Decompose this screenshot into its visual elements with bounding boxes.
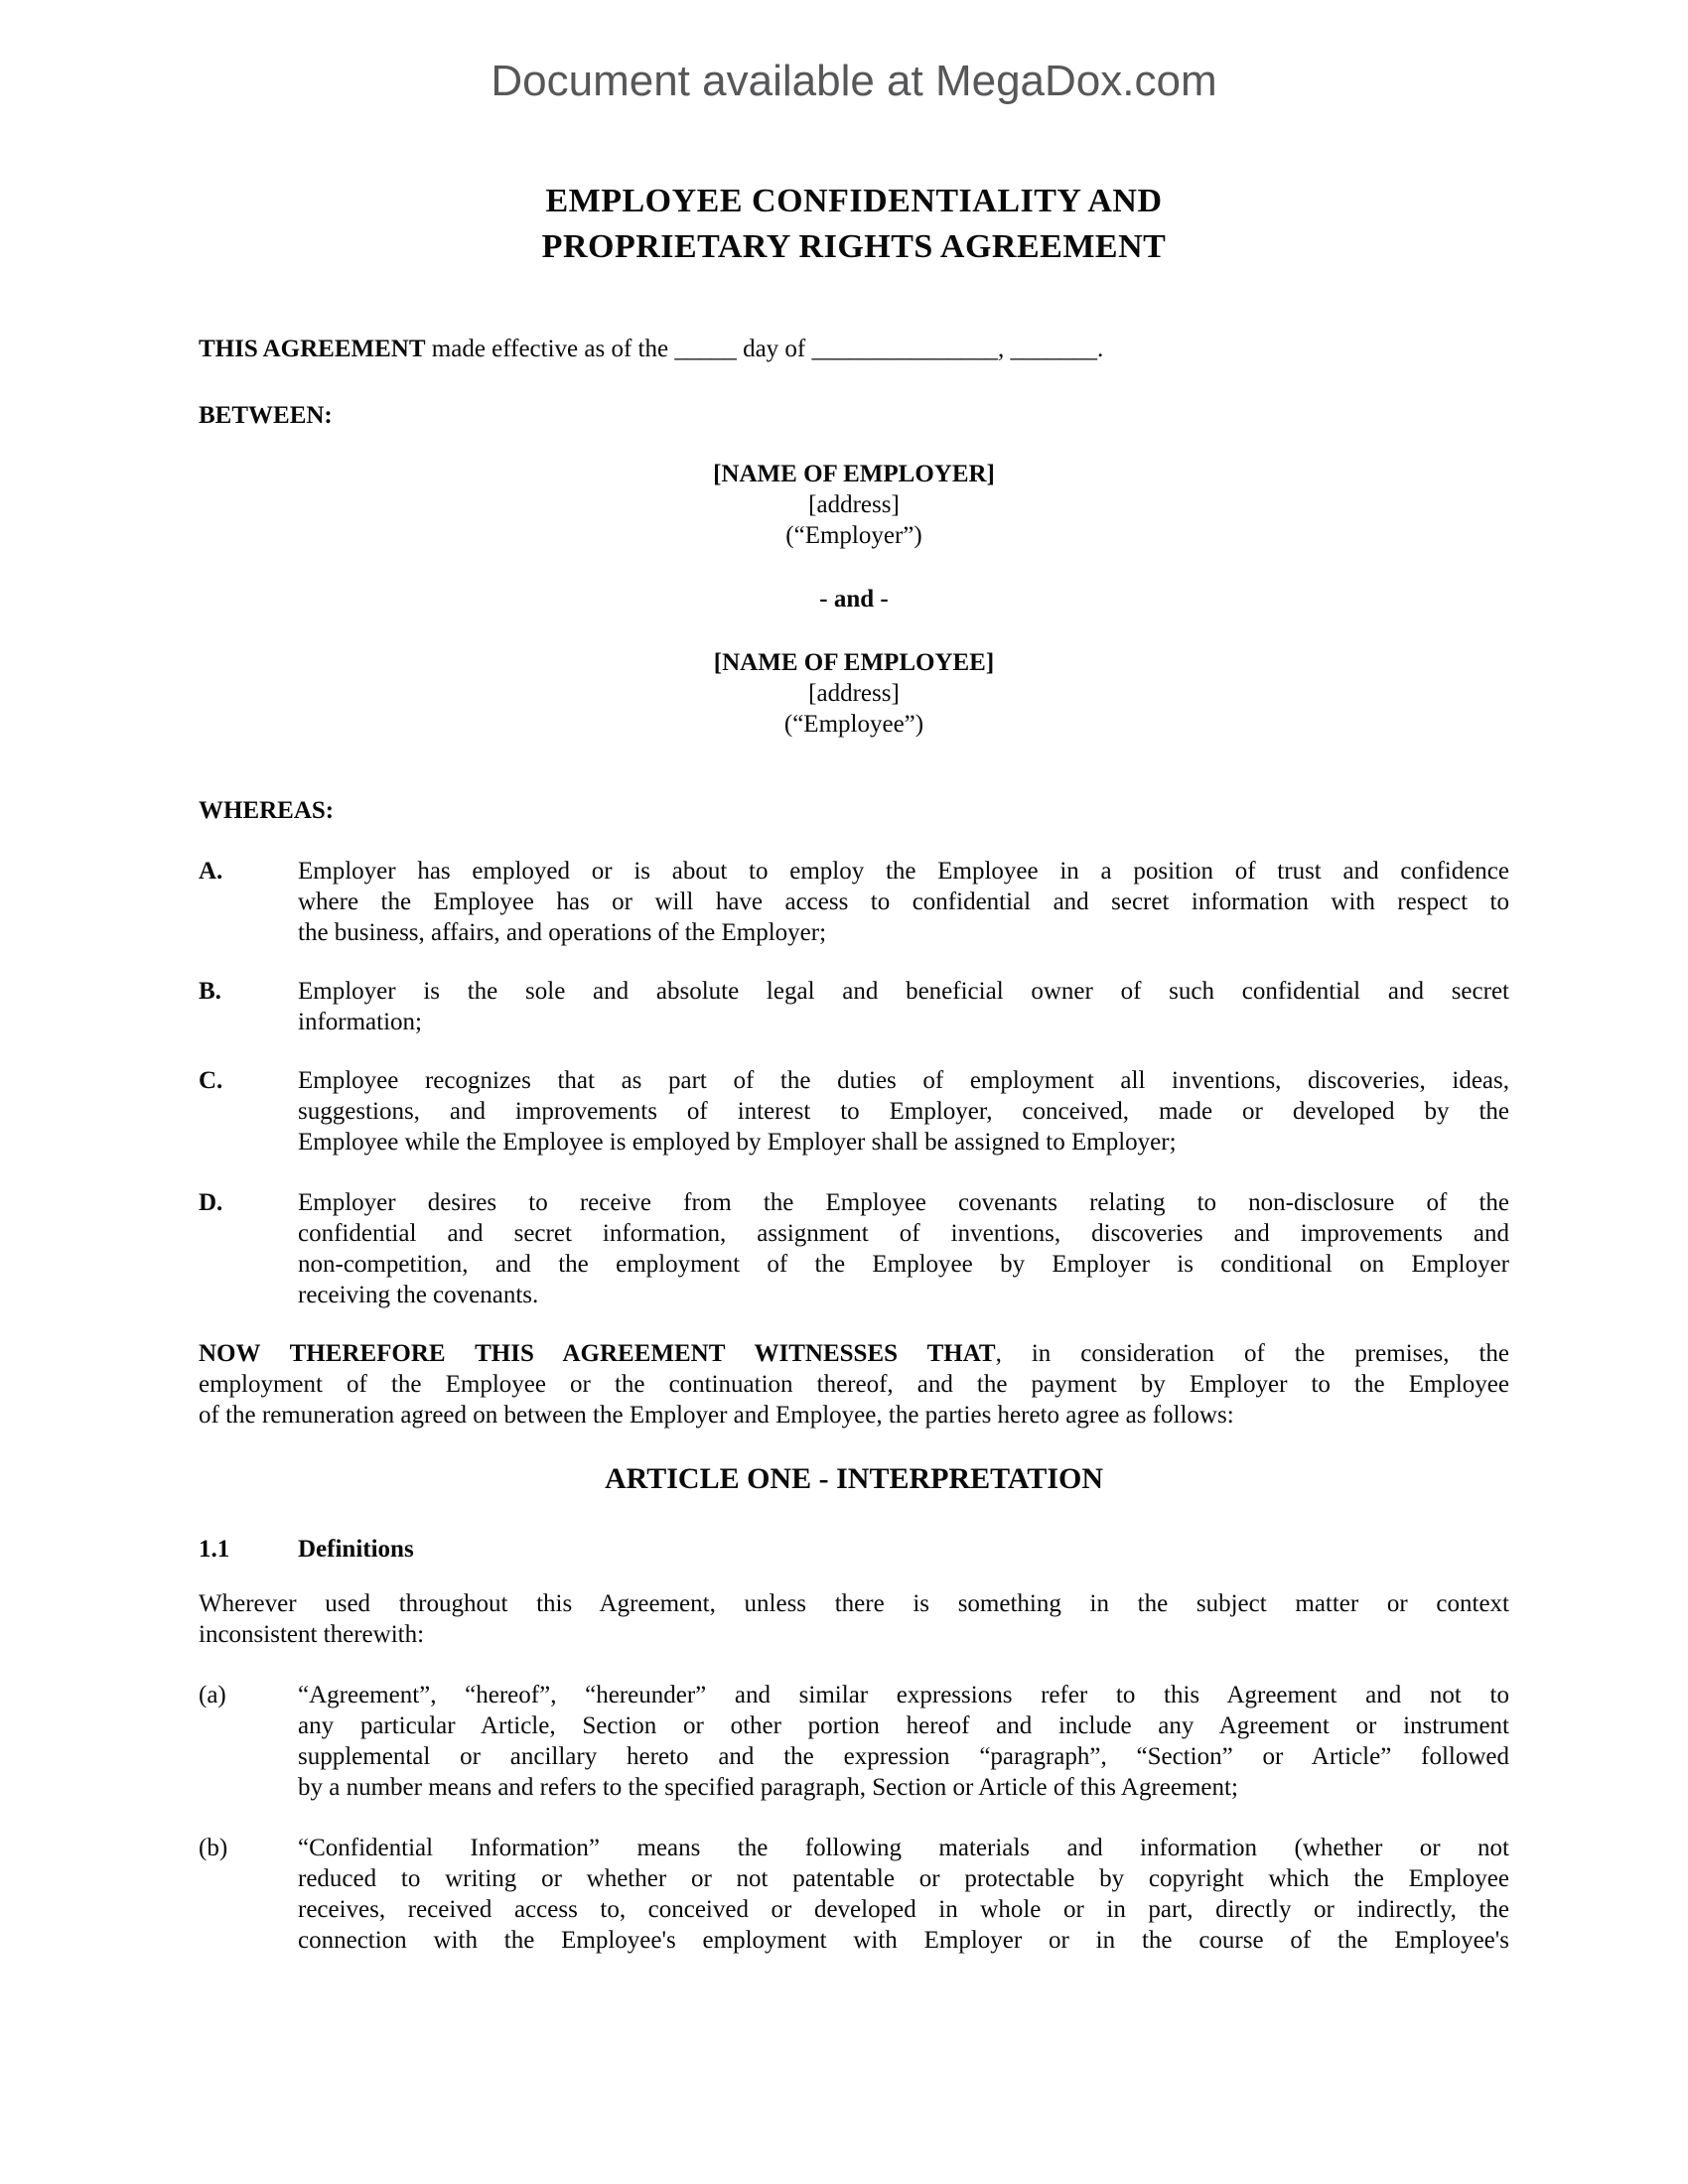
doc-line <box>298 887 1509 917</box>
bold-text-run: NOW THEREFORE THIS AGREEMENT WITNESSES THAT <box>199 1340 996 1367</box>
definition-b-label: (b) <box>199 1835 228 1861</box>
doc-line <box>298 856 1509 887</box>
recital-d-body <box>298 1187 1509 1310</box>
text-run: [address] <box>808 680 900 707</box>
watermark-text: Document available at MegaDox.com <box>491 57 1217 105</box>
recital-c <box>199 1065 1509 1158</box>
doc-line <box>199 1400 1509 1431</box>
doc-line <box>199 795 1509 826</box>
text-run: , in consideration of the premises, the <box>995 1340 1509 1367</box>
bold-text-run: [NAME OF EMPLOYER] <box>713 461 995 487</box>
doc-line <box>298 917 1509 948</box>
page-title <box>199 179 1509 270</box>
text-run: Employee while the Employee is employed by Employer shall be assigned to Employer; <box>298 1129 1177 1156</box>
text-run: receives, received access to, conceived or developed in whole or in part, directly or indirectly, the <box>298 1896 1509 1923</box>
doc-line <box>199 489 1509 520</box>
doc-line <box>199 678 1509 709</box>
definition-a-body <box>298 1680 1509 1803</box>
text-run: made effective as of the _____ day of _______________, _______. <box>425 336 1104 362</box>
document-content <box>0 56 1688 1956</box>
text-run: any particular Article, Section or other portion hereof and include any Agreement or instrument <box>298 1712 1509 1739</box>
text-run: [address] <box>808 491 900 518</box>
recital-b-body <box>298 976 1509 1037</box>
doc-line <box>298 1187 1509 1218</box>
bold-text-run: ARTICLE ONE - INTERPRETATION <box>604 1462 1104 1495</box>
effective-date-line <box>199 334 1509 364</box>
doc-line <box>298 1127 1509 1158</box>
recital-a <box>199 856 1509 948</box>
section-1-1-definitions <box>199 1534 1509 1565</box>
page-title-line-2: PROPRIETARY RIGHTS AGREEMENT <box>541 228 1167 265</box>
doc-line <box>298 1534 1509 1565</box>
doc-line <box>199 520 1509 551</box>
text-run: Employee recognizes that as part of the duties of employment all inventions, discoveries, ideas, <box>298 1067 1509 1094</box>
bold-text-run: - and - <box>819 586 889 613</box>
recital-c-label: C. <box>199 1067 223 1094</box>
document-body <box>199 334 1509 1956</box>
text-run: confidential and secret information, assignment of inventions, discoveries and improvements and <box>298 1220 1509 1247</box>
text-run: (“Employer”) <box>785 522 922 549</box>
doc-line <box>199 1369 1509 1400</box>
now-therefore-paragraph <box>199 1338 1509 1431</box>
doc-line <box>199 334 1509 364</box>
doc-line <box>298 1863 1509 1894</box>
text-run: connection with the Employee's employment with Employer or in the course of the Employee's <box>298 1927 1509 1954</box>
text-run: Employer has employed or is about to employ the Employee in a position of trust and confidence <box>298 858 1509 885</box>
text-run: where the Employee has or will have access to confidential and secret information with respect to <box>298 888 1509 915</box>
text-run: the business, affairs, and operations of the Employer; <box>298 919 827 946</box>
text-run: supplemental or ancillary hereto and the expression “paragraph”, “Section” or Article” followed <box>298 1743 1509 1770</box>
recital-d-label: D. <box>199 1189 223 1216</box>
recital-b-label: B. <box>199 978 221 1005</box>
and-separator <box>199 584 1509 614</box>
doc-line <box>199 584 1509 614</box>
doc-line <box>199 709 1509 740</box>
doc-line <box>298 1925 1509 1956</box>
doc-line <box>298 1249 1509 1280</box>
article-one-heading <box>199 1460 1509 1498</box>
doc-line <box>298 1007 1509 1037</box>
employer-party-block <box>199 459 1509 551</box>
definition-a <box>199 1680 1509 1803</box>
definition-a-label: (a) <box>199 1682 226 1708</box>
recital-d <box>199 1187 1509 1310</box>
text-run: of the remuneration agreed on between the Employer and Employee, the parties hereto agree as follows: <box>199 1402 1234 1429</box>
text-run: information; <box>298 1009 422 1035</box>
doc-line <box>298 1741 1509 1772</box>
text-run: non-competition, and the employment of the Employee by Employer is conditional on Employer <box>298 1251 1509 1278</box>
employee-party-block <box>199 647 1509 740</box>
definition-b <box>199 1833 1509 1956</box>
whereas-label <box>199 795 1509 826</box>
recital-a-body <box>298 856 1509 948</box>
section-1-1-definitions-body <box>298 1534 1509 1565</box>
text-run: Employer desires to receive from the Employee covenants relating to non-disclosure of the <box>298 1189 1509 1216</box>
doc-line <box>298 1218 1509 1249</box>
text-run: (“Employee”) <box>783 711 924 738</box>
doc-line <box>298 1680 1509 1710</box>
recital-c-body <box>298 1065 1509 1158</box>
between-label <box>199 400 1509 431</box>
bold-text-run: BETWEEN: <box>199 402 333 429</box>
doc-line <box>199 1588 1509 1619</box>
doc-line <box>298 1894 1509 1925</box>
doc-line <box>199 1619 1509 1650</box>
doc-line <box>298 1833 1509 1863</box>
bold-text-run: WHEREAS: <box>199 797 335 824</box>
text-run: inconsistent therewith: <box>199 1621 425 1648</box>
doc-line <box>199 1338 1509 1369</box>
doc-line <box>298 1280 1509 1310</box>
text-run: Employer is the sole and absolute legal and beneficial owner of such confidential and secret <box>298 978 1509 1005</box>
text-run: receiving the covenants. <box>298 1282 539 1308</box>
text-run: Wherever used throughout this Agreement, unless there is something in the subject matter or context <box>199 1590 1509 1617</box>
text-run: “Agreement”, “hereof”, “hereunder” and similar expressions refer to this Agreement and not to <box>298 1682 1509 1708</box>
bold-text-run: Definitions <box>298 1536 414 1563</box>
text-run: reduced to writing or whether or not patentable or protectable by copyright which the Employee <box>298 1865 1509 1892</box>
recital-a-label: A. <box>199 858 223 885</box>
bold-text-run: THIS AGREEMENT <box>199 336 426 362</box>
doc-line <box>199 1460 1509 1498</box>
bold-text-run: [NAME OF EMPLOYEE] <box>713 649 995 676</box>
text-run: suggestions, and improvements of interest to Employer, conceived, made or developed by the <box>298 1098 1509 1125</box>
doc-line <box>298 1710 1509 1741</box>
recital-b <box>199 976 1509 1037</box>
text-run: employment of the Employee or the continuation thereof, and the payment by Employer to the Employee <box>199 1371 1509 1398</box>
doc-line <box>199 459 1509 489</box>
doc-line <box>199 647 1509 678</box>
doc-line <box>298 1065 1509 1096</box>
page-title-line-1: EMPLOYEE CONFIDENTIALITY AND <box>545 183 1163 219</box>
section-1-1-definitions-label: 1.1 <box>199 1536 230 1563</box>
definition-b-body <box>298 1833 1509 1956</box>
definitions-intro <box>199 1588 1509 1650</box>
doc-line <box>298 1096 1509 1127</box>
text-run: by a number means and refers to the specified paragraph, Section or Article of this Agreement; <box>298 1774 1238 1801</box>
doc-line <box>298 976 1509 1007</box>
text-run: “Confidential Information” means the following materials and information (whether or not <box>298 1835 1509 1861</box>
doc-line <box>298 1772 1509 1803</box>
doc-line <box>199 400 1509 431</box>
